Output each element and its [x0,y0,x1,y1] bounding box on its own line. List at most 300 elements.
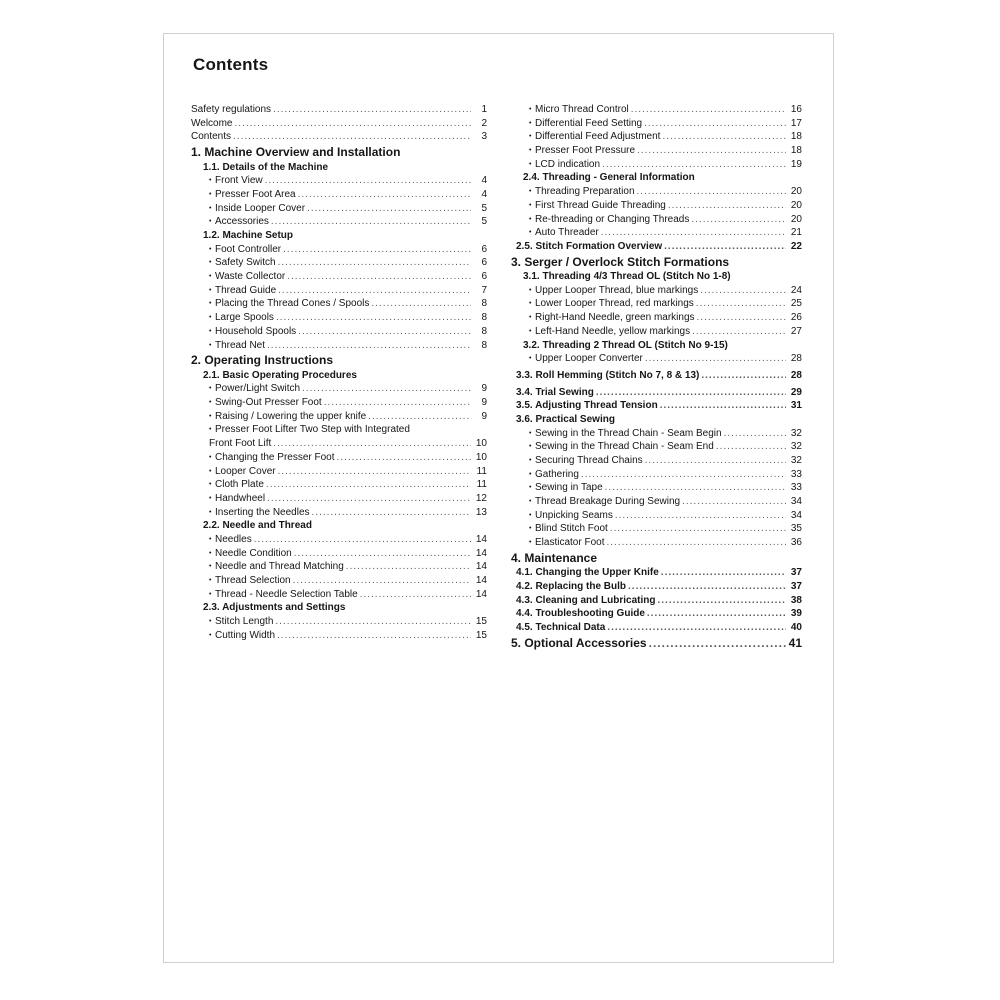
toc-label [191,311,274,325]
dot-leader [700,284,786,298]
dot-leader [644,117,786,131]
toc-label [511,427,722,441]
toc-item [191,188,487,202]
toc-label-text: 4.1. Changing the Upper Knife [516,567,659,579]
dot-leader [724,427,786,441]
toc-label [511,369,699,383]
dot-leader [302,382,471,396]
page-number: 15 [475,629,487,641]
toc-label-text: Accessories [215,216,269,228]
toc-label-text: Micro Thread Control [535,104,629,115]
toc-subsection-heading [511,607,802,621]
toc-label [191,297,369,311]
toc-label-text: Changing the Presser Foot [215,451,335,463]
toc-label-text: Thread - Needle Selection Table [215,588,358,600]
dot-leader [283,243,471,257]
toc-label-text: Presser Foot Pressure [535,145,636,157]
page-number: 20 [790,186,802,198]
toc-subsection-heading [511,594,802,608]
toc-label-text: Sewing in the Thread Chain - Seam Begin [535,427,722,439]
page-number: 33 [790,482,802,494]
toc-label-text: Sewing in Tape [535,482,603,494]
toc-item-continuation [191,437,487,451]
toc-column-right [511,103,802,651]
toc-item [511,468,802,482]
page-number: 34 [790,509,802,521]
page-number: 22 [790,240,802,252]
toc-label [511,536,604,550]
toc-item [511,495,802,509]
toc-label-text: 2.3. Adjustments and Settings [203,602,346,614]
toc-label-text: Foot Controller [215,243,282,255]
dot-leader [661,566,786,580]
page-number: 8 [481,325,487,337]
dot-leader [696,297,786,311]
toc-label [511,413,615,427]
toc-item [191,174,487,188]
toc-label-text: Elasticator Foot [535,537,605,549]
dot-leader [637,185,786,199]
toc-item [191,423,487,437]
page-number: 36 [790,537,802,549]
toc-label-text: Sewing in the Thread Chain - Seam End [535,441,714,453]
page-number: 27 [790,325,802,337]
toc-section-heading [511,255,802,271]
toc-label [511,311,695,325]
toc-subsection-heading [511,399,802,413]
page-number: 14 [475,547,487,559]
toc-section-heading [511,551,802,567]
toc-label-text: 3.1. Threading 4/3 Thread OL (Stitch No 1-8) [523,271,731,283]
toc-item [191,533,487,547]
toc-label [191,270,285,284]
dot-leader [337,451,471,465]
dot-leader [606,536,786,550]
toc-label-text: 1.2. Machine Setup [203,230,294,241]
toc-item [511,325,802,339]
dot-leader [276,311,471,325]
toc-label [191,174,263,188]
toc-label [511,440,714,454]
toc-label [209,437,271,451]
toc-subsection-heading [511,413,802,427]
toc-label-text: Front Foot Lift [209,438,272,450]
toc-label [191,103,271,117]
toc-item [191,451,487,465]
toc-subsection-heading [511,386,802,400]
page-number: 16 [790,104,802,115]
toc-label [191,215,269,229]
dot-leader [278,256,471,270]
dot-leader [637,144,786,158]
toc-item [511,213,802,227]
toc-label-text: Contents [191,131,232,143]
dot-leader [605,481,786,495]
toc-item [191,465,487,479]
page-number: 35 [790,523,802,535]
toc-label-text: 3.5. Adjusting Thread Tension [516,400,658,412]
toc-label [191,533,252,547]
page-number: 37 [790,567,802,579]
toc-label-text: Raising / Lowering the upper knife [215,410,367,422]
toc-label [191,410,366,424]
toc-label [511,144,635,158]
toc-item [191,574,487,588]
page-number: 33 [790,468,802,480]
toc-label [191,465,276,479]
toc-label [511,199,666,213]
dot-leader [601,226,786,240]
toc-label [191,574,291,588]
toc-label [191,145,400,161]
toc-label-text: Cloth Plate [215,479,264,491]
toc-item [511,226,802,240]
toc-label-text: Threading Preparation [535,186,635,198]
toc-section-heading [191,145,487,161]
dot-leader [294,547,471,561]
toc-label-text: Differential Feed Setting [535,117,643,129]
toc-item [511,199,802,213]
toc-item [511,481,802,495]
toc-item [511,284,802,298]
dot-leader [602,158,786,172]
dot-leader [368,410,471,424]
toc-label [511,399,658,413]
toc-item [511,522,802,536]
toc-item [511,158,802,172]
page-number: 20 [790,213,802,225]
dot-leader [647,607,786,621]
toc-label-text: Safety regulations [191,104,272,115]
toc-label [511,454,643,468]
dot-leader [273,437,471,451]
page-number: 4 [481,175,487,187]
toc-label [511,270,731,284]
toc-subsection-heading [191,161,487,175]
toc-label-text: Safety Switch [215,257,276,269]
toc-label-text: Thread Net [215,339,266,351]
dot-leader [346,560,471,574]
page-number: 11 [476,465,487,477]
toc-label-text: Welcome [191,117,233,129]
dot-leader [307,202,471,216]
toc-label [511,386,594,400]
toc-item [511,311,802,325]
dot-leader [371,297,471,311]
toc-label [511,594,655,608]
dot-leader [235,117,472,131]
toc-label [511,468,579,482]
toc-label-text: Unpicking Seams [535,509,613,521]
page-number: 24 [790,284,802,296]
toc-label-text: 3.6. Practical Sewing [516,413,615,425]
dot-leader [275,615,471,629]
toc-label [511,607,645,621]
toc-subsection-heading [511,369,802,383]
dot-leader [360,588,471,602]
toc-label [511,284,698,298]
toc-label-text: Differential Feed Adjustment [535,131,661,143]
toc-label-text: 2.2. Needle and Thread [203,520,312,532]
toc-label-text: Re-threading or Changing Threads [535,213,690,225]
toc-label-text: First Thread Guide Threading [535,199,666,211]
dot-leader [668,199,786,213]
toc-label [511,213,689,227]
toc-item [191,284,487,298]
toc-label [191,202,305,216]
toc-label-text: 4.3. Cleaning and Lubricating [516,594,656,606]
toc-label [511,636,647,652]
toc-label [511,171,695,185]
page-number: 12 [475,492,487,504]
toc-item [511,509,802,523]
dot-leader [273,103,471,117]
dot-leader [607,621,786,635]
toc-label-text: 3.2. Threading 2 Thread OL (Stitch No 9-15) [523,339,728,351]
toc-item [191,243,487,257]
toc-item [511,297,802,311]
toc-label-text: 4.4. Troubleshooting Guide [516,608,645,620]
toc-label [191,161,328,175]
toc-subsection-heading [511,240,802,254]
toc-label [511,185,635,199]
toc-label-text: Presser Foot Area [215,188,296,200]
toc-item [191,202,487,216]
dot-leader [649,636,786,652]
dot-leader [581,468,786,482]
dot-leader [691,213,786,227]
page-number: 9 [481,397,487,409]
toc-label-text: 3.4. Trial Sewing [516,386,594,398]
toc-label [511,117,642,131]
toc-label [191,188,296,202]
page-title: Contents [193,55,269,74]
toc-label-text: Inside Looper Cover [215,202,306,214]
toc-label-text: 2.5. Stitch Formation Overview [516,240,663,252]
toc-label [511,621,605,635]
toc-item [191,270,487,284]
toc-label-text: Thread Breakage During Sewing [535,496,681,508]
dot-leader [697,311,786,325]
toc-item [191,629,487,643]
toc-subsection-heading [511,566,802,580]
toc-label-text: Securing Thread Chains [535,455,643,466]
page-number: 26 [790,312,802,324]
toc-label-text: 1. Machine Overview and Installation [191,145,401,160]
toc-item [191,325,487,339]
toc-item [191,478,487,492]
page-number: 5 [481,216,487,228]
toc-label-text: Thread Guide [215,284,277,296]
page-number: 8 [481,298,487,310]
toc-item [191,506,487,520]
toc-label [191,560,344,574]
dot-leader [265,174,471,188]
dot-leader [716,440,786,454]
page-number: 34 [790,496,802,508]
toc-label [191,369,357,383]
toc-label-text: 5. Optional Accessories [511,635,647,650]
toc-item [191,492,487,506]
toc-label [191,519,312,533]
toc-item [191,256,487,270]
toc-label-text: Placing the Thread Cones / Spools [215,298,370,310]
page-number: 25 [790,298,802,310]
dot-leader [267,339,471,353]
toc-item [191,311,487,325]
toc-subsection-heading [191,601,487,615]
toc-label [191,588,358,602]
toc-label [511,130,660,144]
dot-leader [645,352,786,366]
dot-leader [692,325,786,339]
toc-label-text: 4.2. Replacing the Bulb [516,581,627,592]
toc-label [191,615,273,629]
page-number: 31 [790,400,802,412]
toc-entry [191,103,487,117]
dot-leader [293,574,471,588]
toc-label [191,243,281,257]
toc-subsection-heading [191,229,487,243]
toc-subsection-heading [191,369,487,383]
dot-leader [278,284,471,298]
page-number: 39 [790,608,802,620]
toc-item [191,215,487,229]
toc-label [191,382,300,396]
dot-leader [298,188,471,202]
toc-label [191,547,292,561]
toc-label [511,495,680,509]
toc-label-text: 3. Serger / Overlock Stitch Formations [511,254,730,269]
toc-label-text: Lower Looper Thread, red markings [535,298,694,310]
page-number: 7 [481,284,487,296]
page-number: 13 [475,506,487,518]
toc-label [191,284,276,298]
toc-item [511,454,802,468]
toc-label-text: Cutting Width [215,629,276,641]
toc-label [191,478,264,492]
page-number: 32 [790,455,802,466]
page-number: 37 [790,581,802,592]
toc-label-text: Waste Collector [215,271,286,283]
page-number: 9 [481,410,487,422]
toc-label [191,325,296,339]
toc-label-text: Right-Hand Needle, green markings [535,312,695,324]
toc-label [511,509,613,523]
toc-label-text: Looper Cover [215,465,276,477]
toc-label [191,423,410,437]
page-number: 11 [476,479,487,491]
toc-label-text: 4. Maintenance [511,550,598,565]
toc-item [511,130,802,144]
toc-subsection-heading [511,171,802,185]
dot-leader [645,454,786,468]
toc-label [191,256,276,270]
page-number: 1 [481,104,487,115]
toc-label [191,492,265,506]
page-number: 28 [790,369,802,381]
toc-label-text: 2.1. Basic Operating Procedures [203,369,357,381]
page-number: 41 [788,635,802,650]
page-number: 29 [790,386,802,398]
toc-label [511,580,626,594]
toc-label [511,158,600,172]
toc-label [191,506,310,520]
toc-label-text: 1.1. Details of the Machine [203,161,329,173]
page-number: 40 [790,622,802,634]
toc-label-text: Inserting the Needles [215,506,310,518]
toc-label-text: Presser Foot Lifter Two Step with Integrated [215,424,410,436]
toc-label-text: Blind Stitch Foot [535,523,608,535]
toc-label-text: Needle and Thread Matching [215,561,344,573]
toc-entry [191,117,487,131]
toc-label [511,481,603,495]
toc-label [511,522,608,536]
toc-label [191,629,275,643]
toc-subsection-heading [511,621,802,635]
dot-leader [298,325,471,339]
dot-leader [278,465,471,479]
toc-label-text: Front View [215,175,263,187]
page-number: 10 [475,451,487,463]
toc-label [511,255,729,271]
toc-label-text: Gathering [535,468,579,480]
toc-label-text: Needles [215,533,252,545]
toc-label [511,551,597,567]
dot-leader [615,509,786,523]
dot-leader [682,495,786,509]
toc-subsection-heading [511,270,802,284]
toc-subsection-heading [511,339,802,353]
toc-label [191,229,293,243]
dot-leader [701,369,786,383]
toc-label-text: Left-Hand Needle, yellow markings [535,325,691,337]
dot-leader [610,522,786,536]
dot-leader [254,533,471,547]
toc-item [191,396,487,410]
page-number: 14 [475,588,487,600]
toc-item [511,185,802,199]
page-number: 6 [481,243,487,255]
toc-section-heading [511,636,802,652]
toc-label-text: Thread Selection [215,575,291,586]
toc-subsection-heading [511,580,802,594]
page-number: 32 [790,427,802,439]
toc-item [511,352,802,366]
toc-label-text: Stitch Length [215,616,274,628]
toc-label [511,240,662,254]
toc-label [191,353,333,369]
toc-label-text: Power/Light Switch [215,383,301,395]
page-number: 14 [475,561,487,573]
toc-label [511,566,659,580]
toc-label-text: Handwheel [215,492,266,504]
page-number: 8 [481,312,487,324]
page-number: 18 [790,145,802,157]
page-number: 9 [481,383,487,395]
dot-leader [271,215,471,229]
dot-leader [628,580,786,594]
dot-leader [267,492,471,506]
toc-label-text: Large Spools [215,312,274,324]
toc-label-text: Household Spools [215,325,297,337]
toc-label-text: 2.4. Threading - General Information [523,172,695,184]
dot-leader [233,130,471,144]
toc-label-text: Swing-Out Presser Foot [215,397,322,409]
dot-leader [662,130,786,144]
dot-leader [312,506,471,520]
toc-item [191,297,487,311]
